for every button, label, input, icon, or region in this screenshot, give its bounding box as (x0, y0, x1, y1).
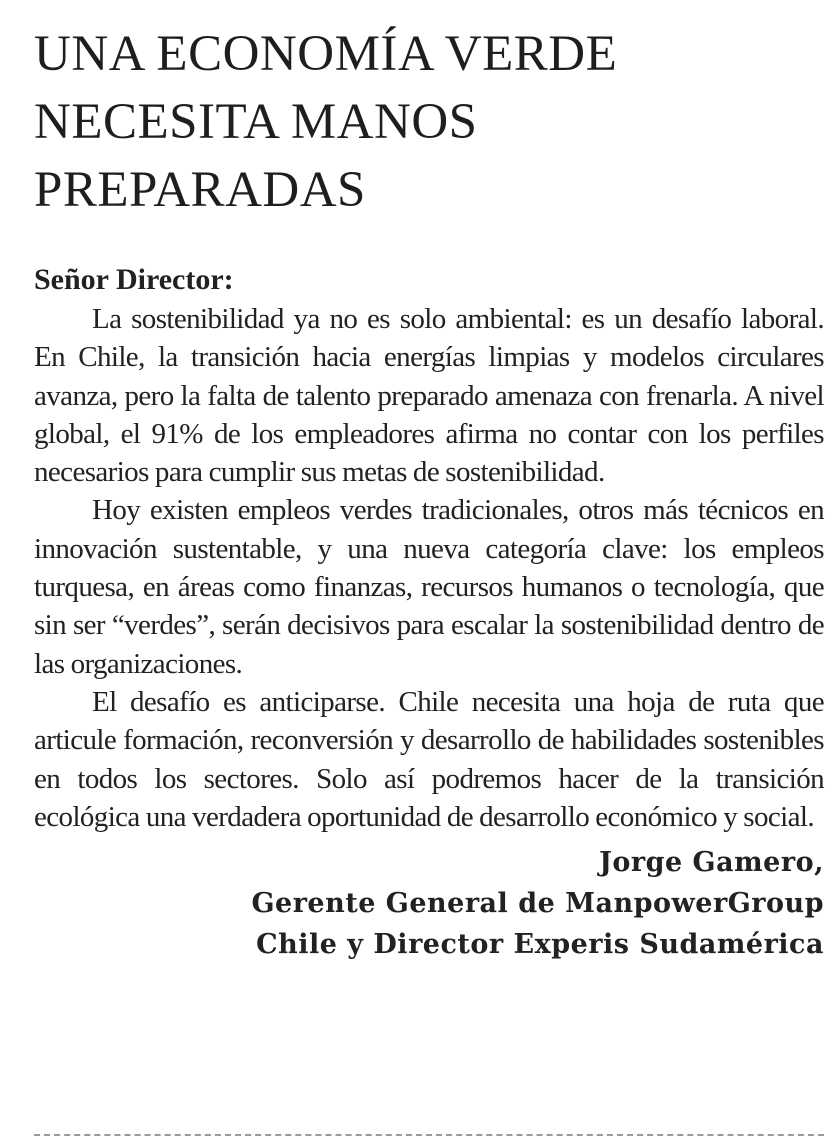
salutation: Señor Director: (34, 263, 234, 296)
body-paragraph: El desafío es anticiparse. Chile necesita una hoja de ruta que articule formación, reconversión y desarrollo de habilidades sostenibles en todos los sectores. Solo así podremos hacer de la transición ecológica una verdadera oportunidad de desarrollo económico y social. (34, 685, 824, 833)
body-paragraph: Hoy existen empleos verdes tradicionales, otros más técnicos en innovación sustentable, y una nueva categoría clave: los empleos turquesa, en áreas como finanzas, recursos humanos o tecnología, que sin ser “verdes”, serán decisivos para escalar la sostenibilidad dentro de las organizaciones. (34, 494, 824, 680)
signature-name: Jorge Gamero, (599, 847, 824, 879)
headline-line: UNA ECONOMÍA VERDE (34, 26, 618, 82)
signature-title: Chile y Director Experis Sudamérica (256, 929, 824, 961)
letter-article (34, 20, 824, 965)
bottom-divider (34, 1134, 824, 1136)
body-paragraph: La sostenibilidad ya no es solo ambiental: es un desafío laboral. En Chile, la transición hacia energías limpias y modelos circulares avanza, pero la falta de talento preparado amenaza con frenarla. A nivel global, el 91% de los empleadores afirma no contar con los perfiles necesarios para cumplir sus metas de sostenibilidad. (34, 303, 824, 489)
headline (34, 20, 754, 224)
letter-body (34, 300, 824, 836)
headline-line: NECESITA MANOS (34, 94, 478, 150)
headline-line: PREPARADAS (34, 162, 366, 218)
signature-block (34, 842, 824, 965)
signature-title: Gerente General de ManpowerGroup (251, 888, 824, 920)
